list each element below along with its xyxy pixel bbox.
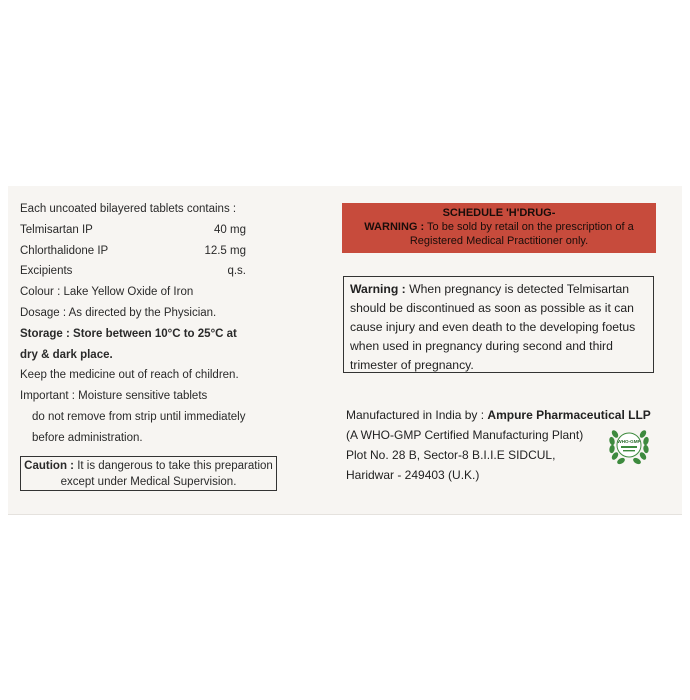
colour-text: Colour : Lake Yellow Oxide of Iron: [20, 286, 194, 299]
pregnancy-warning-line2: should be discontinued as soon as possible as it can: [350, 301, 634, 315]
schedule-line1: [342, 220, 656, 234]
ingredient-row: [20, 223, 246, 238]
pregnancy-warning-line5: trimester of pregnancy.: [350, 358, 474, 372]
manufacturer-name: Ampure Pharmaceutical LLP: [487, 408, 651, 422]
pregnancy-warning-label: Warning :: [350, 282, 406, 296]
caution-text: It is dangerous to take this preparation: [74, 460, 273, 472]
schedule-warning-text: To be sold by retail on the prescription of a: [424, 221, 634, 233]
pregnancy-warning-line3: cause injury and even death to the developing foetus: [350, 320, 636, 334]
ingredient-amount: 40 mg: [214, 223, 246, 236]
important-text-line2: do not remove from strip until immediately: [32, 410, 246, 423]
manufacturer-line4: Haridwar - 249403 (U.K.): [346, 468, 480, 482]
dosage-text: Dosage : As directed by the Physician.: [20, 306, 217, 319]
storage-text-line1: Storage : Store between 10°C to 25°C at: [20, 327, 237, 340]
storage-text-line2: dry & dark place.: [20, 348, 113, 361]
caution-line2: except under Medical Supervision.: [60, 476, 237, 488]
ingredient-name: Chlorthalidone IP: [20, 244, 109, 257]
ingredient-name: Telmisartan IP: [20, 223, 93, 236]
important-text-line1: Important : Moisture sensitive tablets: [20, 390, 208, 403]
ingredient-row: [20, 244, 246, 259]
caution-label: Caution :: [24, 460, 74, 472]
schedule-line2: Registered Medical Practitioner only.: [409, 235, 589, 247]
keep-out-text: Keep the medicine out of reach of children.: [20, 369, 239, 382]
ingredient-amount: 12.5 mg: [204, 244, 246, 257]
schedule-title: SCHEDULE 'H'DRUG-: [442, 207, 556, 219]
composition-section: [20, 202, 290, 452]
caution-box: [20, 456, 277, 491]
seal-text: WHO-GMP: [617, 439, 641, 444]
ingredient-row: [20, 264, 246, 279]
important-text-line3: before administration.: [32, 431, 143, 444]
pregnancy-warning-box: [343, 276, 654, 373]
who-gmp-seal-icon: [606, 422, 652, 468]
ingredient-amount: q.s.: [227, 265, 246, 278]
pregnancy-warning-text: When pregnancy is detected Telmisartan: [405, 282, 630, 296]
manufacturer-line3: Plot No. 28 B, Sector-8 B.I.I.E SIDCUL,: [346, 448, 556, 462]
caution-line1: [21, 458, 276, 474]
ingredient-name: Excipients: [20, 265, 73, 278]
composition-heading: Each uncoated bilayered tablets contains :: [20, 203, 237, 215]
schedule-h-banner: [342, 203, 656, 253]
schedule-warning-label: WARNING :: [364, 221, 425, 233]
manufacturer-prefix: Manufactured in India by :: [346, 408, 488, 422]
pregnancy-warning-line4: when used in pregnancy during second and third: [350, 339, 613, 353]
manufacturer-line2: (A WHO-GMP Certified Manufacturing Plant): [346, 428, 584, 442]
pregnancy-warning-line1: [350, 280, 647, 299]
